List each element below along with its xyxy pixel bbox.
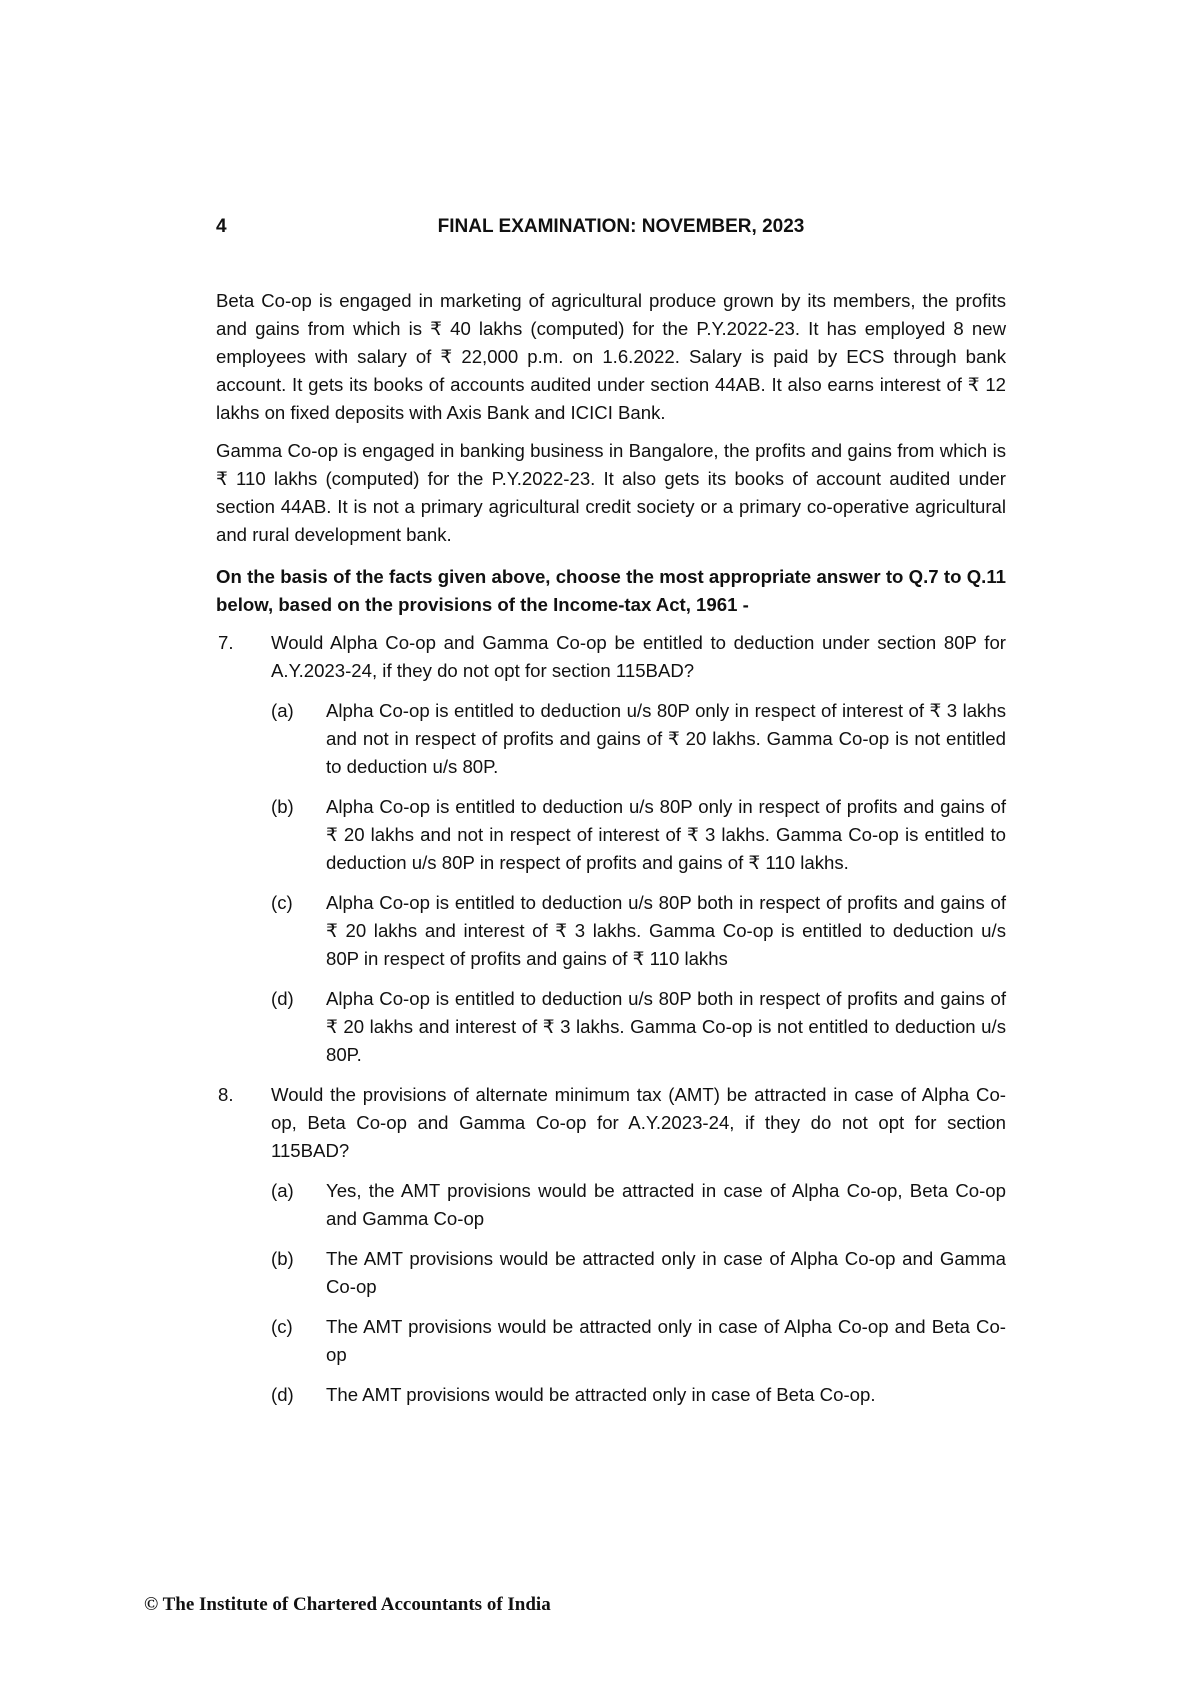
question-8-option-c [271,1313,1006,1369]
option-label: (c) [271,1316,293,1337]
question-8-option-b [271,1245,1006,1301]
question-8-option-d [271,1381,1006,1409]
paragraph-gamma-coop: Gamma Co-op is engaged in banking business in Bangalore, the profits and gains from which is ₹ 110 lakhs (computed) for the P.Y.2022-23. It also gets its books of account audited under section 44AB. It is not a primary agricultural credit society or a primary co-operative agricultural and rural development bank. [216,440,1006,545]
question-7-option-d [271,985,1006,1069]
option-label: (c) [271,892,293,913]
option-label: (d) [271,988,294,1009]
question-7-option-c [271,889,1006,973]
question-7-option-a [271,697,1006,781]
page-header [216,216,1026,246]
option-text: Yes, the AMT provisions would be attracted in case of Alpha Co-op, Beta Co-op and Gamma Co-op [326,1180,1006,1229]
option-text: The AMT provisions would be attracted only in case of Alpha Co-op and Gamma Co-op [326,1248,1006,1297]
option-text: The AMT provisions would be attracted only in case of Beta Co-op. [326,1384,876,1405]
question-8-option-a [271,1177,1006,1233]
option-text: Alpha Co-op is entitled to deduction u/s 80P only in respect of profits and gains of ₹ 20 lakhs and not in respect of interest of ₹ 3 lakhs. Gamma Co-op is entitled to deduction u/s 80P in respect of profits and gains of ₹ 110 lakhs. [326,796,1006,873]
paragraph-beta-coop: Beta Co-op is engaged in marketing of agricultural produce grown by its members, the profits and gains from which is ₹ 40 lakhs (computed) for the P.Y.2022-23. It has employed 8 new employees with salary of ₹ 22,000 p.m. on 1.6.2022. Salary is paid by ECS through bank account. It gets its books of accounts audited under section 44AB. It also earns interest of ₹ 12 lakhs on fixed deposits with Axis Bank and ICICI Bank. [216,290,1006,423]
option-label: (b) [271,796,294,817]
question-8 [216,1081,1006,1409]
option-label: (a) [271,1180,294,1201]
option-text: The AMT provisions would be attracted only in case of Alpha Co-op and Beta Co-op [326,1316,1006,1365]
question-7-option-b [271,793,1006,877]
option-text: Alpha Co-op is entitled to deduction u/s 80P both in respect of profits and gains of ₹ 20 lakhs and interest of ₹ 3 lakhs. Gamma Co-op is entitled to deduction u/s 80P in respect of profits and gains of ₹ 110 lakhs [326,892,1006,969]
question-7 [216,629,1006,1069]
option-label: (b) [271,1248,294,1269]
question-text: Would the provisions of alternate minimum tax (AMT) be attracted in case of Alpha Co-op, Beta Co-op and Gamma Co-op for A.Y.2023-24, if they do not opt for section 115BAD? [271,1084,1006,1161]
copyright-footer: © The Institute of Chartered Accountants of India [144,1594,551,1615]
instruction-text: On the basis of the facts given above, choose the most appropriate answer to Q.7 to Q.11 below, based on the provisions of the Income-tax Act, 1961 - [216,566,1006,615]
page-content [216,287,1006,1421]
option-text: Alpha Co-op is entitled to deduction u/s 80P only in respect of interest of ₹ 3 lakhs and not in respect of profits and gains of ₹ 20 lakhs. Gamma Co-op is not entitled to deduction u/s 80P. [326,700,1006,777]
question-text: Would Alpha Co-op and Gamma Co-op be entitled to deduction under section 80P for A.Y.2023-24, if they do not opt for section 115BAD? [271,632,1006,681]
question-number: 8. [218,1084,234,1105]
question-number: 7. [218,632,234,653]
option-text: Alpha Co-op is entitled to deduction u/s 80P both in respect of profits and gains of ₹ 20 lakhs and interest of ₹ 3 lakhs. Gamma Co-op is not entitled to deduction u/s 80P. [326,988,1006,1065]
exam-title: FINAL EXAMINATION: NOVEMBER, 2023 [437,216,805,237]
option-label: (d) [271,1384,294,1405]
option-label: (a) [271,700,294,721]
page-number: 4 [216,216,227,237]
